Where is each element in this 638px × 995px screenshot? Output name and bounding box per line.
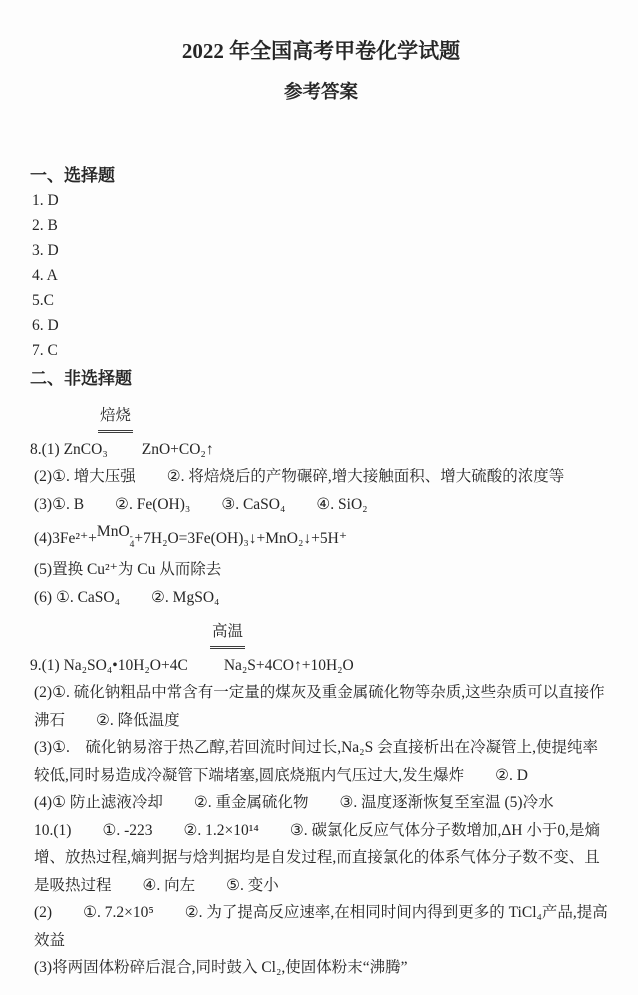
q10-answer-3: (3)将两固体粉碎后混合,同时鼓入 Cl₂,使固体粉末“沸腾”: [34, 959, 408, 976]
nonchoice-section-heading: 二、非选择题: [30, 369, 132, 388]
q8-answer-4: [30, 524, 612, 556]
section-choice: [30, 164, 612, 363]
choice-answer-6: 6. D: [32, 317, 59, 334]
permanganate-sub-sup: [130, 533, 135, 549]
q8-answer-5: (5)置换 Cu²⁺为 Cu 从而除去: [34, 561, 222, 578]
q10-answer-1: 10.(1) ①. -223 ②. 1.2×10¹⁴ ③. 碳氯化反应气体分子数增加,ΔH 小于0,是熵增、放热过程,熵判据与焓判据均是自发过程,而直接氯化的体系气体分子数不变、且是吸热过程 ④. 向左 ⑤. 变小: [34, 821, 601, 894]
page-title: 2022 年全国高考甲卷化学试题: [181, 39, 461, 63]
q10-answer-2: (2) ①. 7.2×10⁵ ②. 为了提高反应速率,在相同时间内得到更多的 TiCl₄产品,提高效益: [34, 904, 608, 949]
reaction-condition-line: [30, 403, 612, 433]
q8-equation-left: 8.(1) ZnCO₃: [30, 441, 108, 458]
q9-equation-line: [30, 653, 612, 679]
choice-answer-7: 7. C: [32, 342, 58, 359]
q9-equation-right: Na₂S+4CO↑+10H₂O: [223, 657, 354, 674]
q8-a4-suffix: +7H₂O=3Fe(OH)₃↓+MnO₂↓+5H⁺: [134, 530, 348, 547]
q9-answer-2: (2)①. 硫化钠粗品中常含有一定量的煤灰及重金属硫化物等杂质,这些杂质可以直接作沸石 ②. 降低温度: [34, 684, 605, 729]
reaction-condition-line: [30, 619, 612, 649]
permanganate-subscript: 4: [129, 540, 135, 550]
choice-answer-2: 2. B: [32, 217, 58, 234]
choice-section-heading: 一、选择题: [30, 166, 115, 185]
permanganate-charge: -: [129, 532, 133, 542]
q9-answer-4: (4)① 防止滤液冷却 ②. 重金属硫化物 ③. 温度逐渐恢复至室温 (5)冷水: [34, 794, 554, 811]
question-9-block: [30, 619, 612, 817]
q8-equation-line: [30, 437, 612, 463]
choice-answer-1: 1. D: [32, 192, 59, 209]
permanganate-base: MnO: [96, 523, 130, 540]
permanganate-ion: [96, 523, 135, 550]
choice-answer-5: 5.C: [32, 292, 54, 309]
condition-label-roasting: 焙烧: [98, 403, 133, 433]
q8-answer-6: (6) ①. CaSO₄ ②. MgSO₄: [34, 588, 220, 606]
choice-answer-3: 3. D: [32, 242, 59, 259]
page-subtitle: 参考答案: [283, 83, 358, 103]
q8-a4-prefix: (4)3Fe²⁺+: [34, 530, 97, 547]
choice-answer-4: 4. A: [32, 267, 58, 284]
condition-label-high-temperature: 高温: [210, 619, 245, 649]
q8-answer-2: (2)①. 增大压强 ②. 将焙烧后的产物碾碎,增大接触面积、增大硫酸的浓度等: [34, 468, 565, 485]
question-10-block: [30, 817, 612, 982]
section-nonchoice: [30, 367, 612, 982]
q8-equation-right: ZnO+CO₂↑: [141, 441, 214, 458]
q9-equation-left: 9.(1) Na₂SO₄•10H₂O+4C: [30, 657, 188, 674]
q8-answer-3: (3)①. B ②. Fe(OH)₃ ③. CaSO₄ ④. SiO₂: [34, 495, 368, 513]
question-8-block: [30, 403, 612, 611]
q9-answer-3: (3)①. 硫化钠易溶于热乙醇,若回流时间过长,Na₂S 会直接析出在冷凝管上,使提纯率较低,同时易造成冷凝管下端堵塞,圆底烧瓶内气压过大,发生爆炸 ②. D: [34, 739, 598, 784]
